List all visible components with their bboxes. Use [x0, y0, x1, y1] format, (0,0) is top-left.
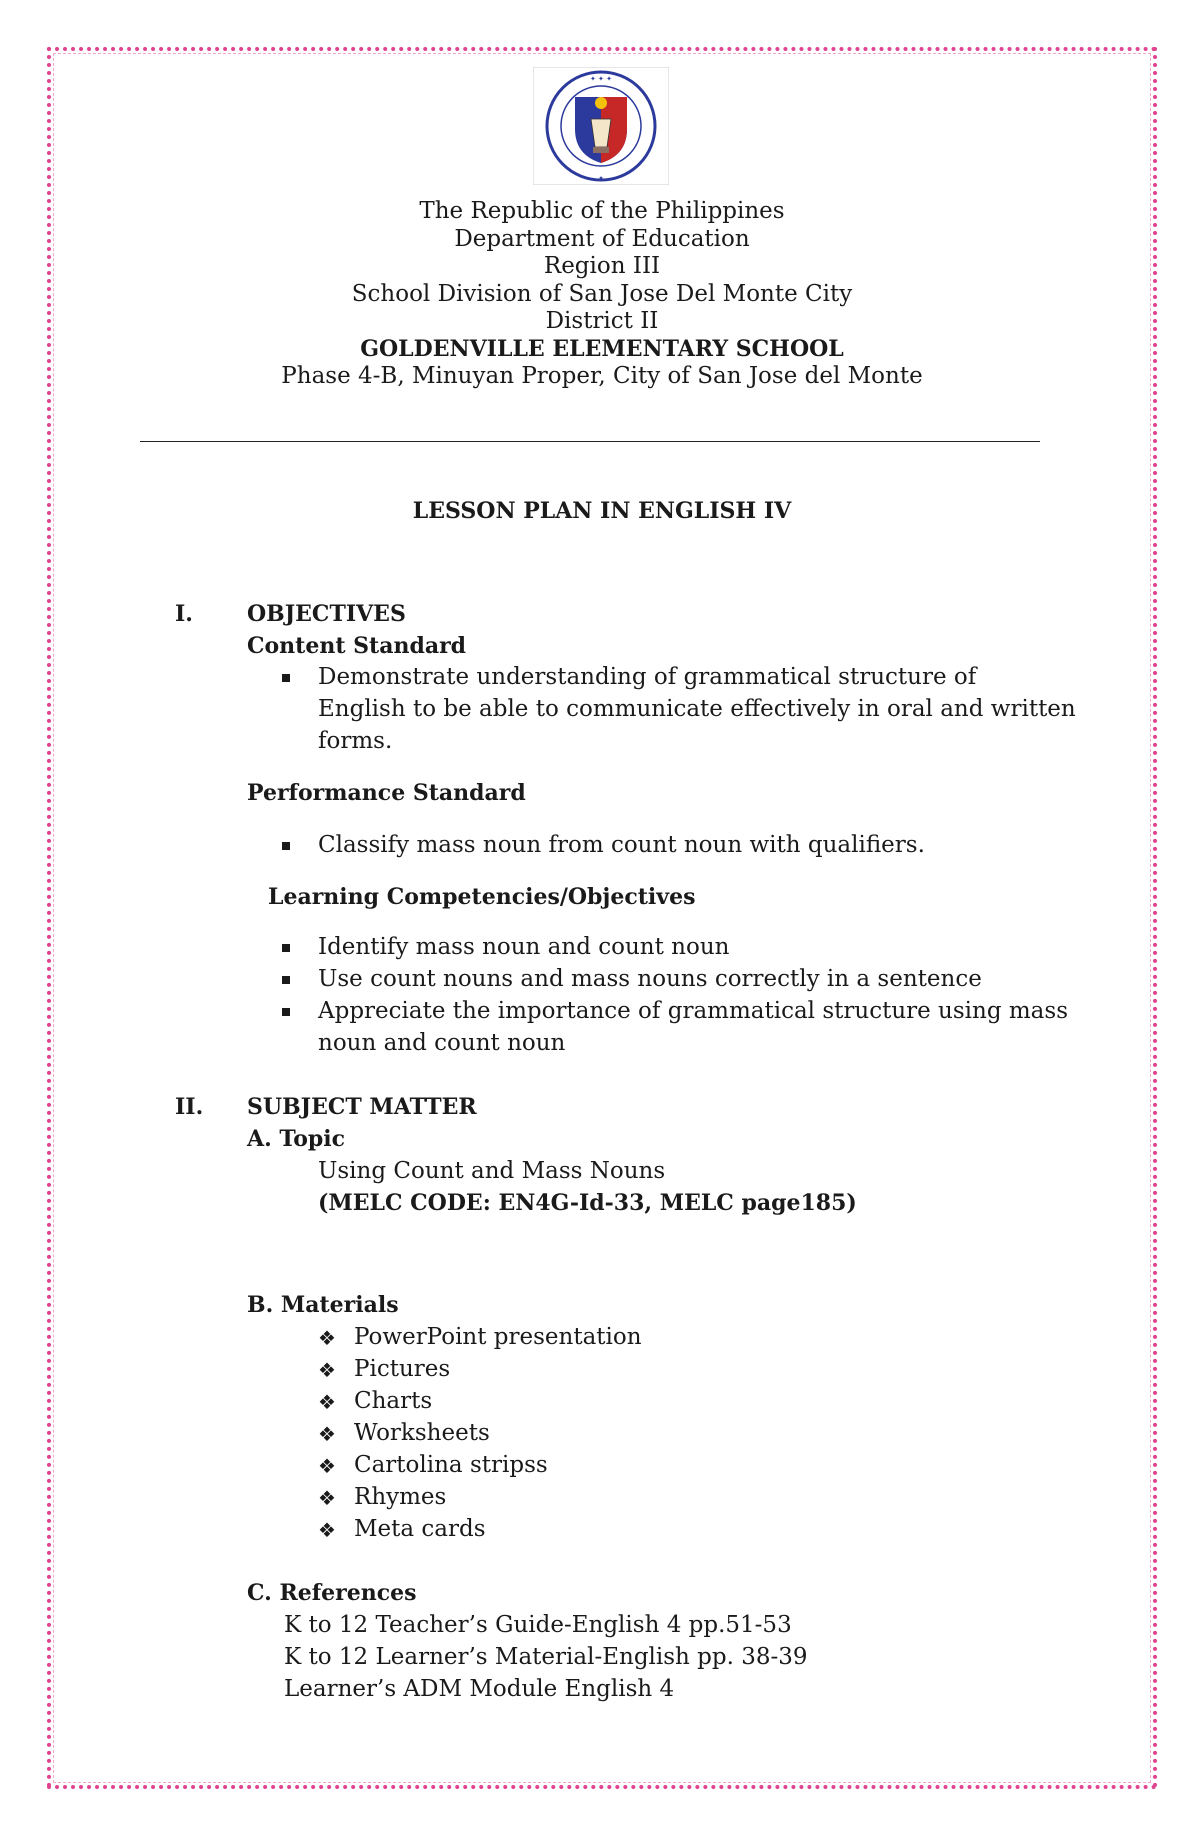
header-divider: [140, 441, 1040, 442]
school-name: GOLDENVILLE ELEMENTARY SCHOOL: [360, 335, 844, 362]
objectives-heading: OBJECTIVES: [247, 601, 406, 627]
diamond-bullet-icon: ❖: [318, 1518, 336, 1542]
competencies-heading: Learning Competencies/Objectives: [268, 884, 696, 910]
performance-standard-item: Classify mass noun from count noun with qualifiers.: [318, 832, 925, 858]
diamond-bullet-icon: ❖: [318, 1358, 336, 1382]
document-title: LESSON PLAN IN ENGLISH IV: [412, 498, 792, 524]
diamond-bullet-icon: ❖: [318, 1454, 336, 1478]
letterhead: [0, 198, 1200, 391]
diamond-bullet-icon: ❖: [318, 1422, 336, 1446]
material-item: PowerPoint presentation: [354, 1324, 642, 1350]
district-line: District II: [545, 308, 659, 334]
reference-item: Learner’s ADM Module English 4: [284, 1676, 675, 1702]
content-standard-heading: Content Standard: [247, 633, 467, 659]
republic-line: The Republic of the Philippines: [419, 198, 785, 224]
diamond-bullet-icon: ❖: [318, 1390, 336, 1414]
deped-seal-logo: [533, 67, 669, 185]
content-standard-line: forms.: [318, 728, 393, 754]
subject-matter-heading: SUBJECT MATTER: [247, 1094, 477, 1120]
material-item: Meta cards: [354, 1516, 486, 1542]
material-item: Charts: [354, 1388, 433, 1414]
topic-heading: A. Topic: [247, 1126, 346, 1152]
square-bullet-icon: [282, 1008, 290, 1016]
section-numeral-2: II.: [175, 1094, 204, 1120]
material-item: Rhymes: [354, 1484, 447, 1510]
references-heading: C. References: [247, 1580, 417, 1606]
content-standard-line: Demonstrate understanding of grammatical structure of: [318, 664, 977, 690]
material-item: Pictures: [354, 1356, 451, 1382]
competency-item: Appreciate the importance of grammatical structure using mass: [318, 998, 1069, 1024]
content-standard-line: English to be able to communicate effectively in oral and written: [318, 696, 1076, 722]
division-line: School Division of San Jose Del Monte City: [351, 280, 853, 307]
department-line: Department of Education: [454, 225, 750, 252]
svg-text:✦ ✦ ✦: ✦ ✦ ✦: [589, 75, 613, 83]
svg-text:✦: ✦: [598, 175, 604, 182]
square-bullet-icon: [282, 944, 290, 952]
topic-text: Using Count and Mass Nouns: [318, 1158, 666, 1184]
competency-item: Identify mass noun and count noun: [318, 934, 730, 960]
performance-standard-heading: Performance Standard: [247, 780, 526, 806]
reference-item: K to 12 Learner’s Material-English pp. 38-39: [284, 1644, 808, 1670]
section-numeral-1: I.: [175, 601, 193, 627]
competency-item: Use count nouns and mass nouns correctly in a sentence: [318, 966, 982, 992]
diamond-bullet-icon: ❖: [318, 1326, 336, 1350]
square-bullet-icon: [282, 674, 290, 682]
square-bullet-icon: [282, 976, 290, 984]
melc-code: (MELC CODE: EN4G-Id-33, MELC page185): [318, 1190, 857, 1216]
material-item: Worksheets: [354, 1420, 490, 1446]
diamond-bullet-icon: ❖: [318, 1486, 336, 1510]
square-bullet-icon: [282, 842, 290, 850]
competency-item-continued: noun and count noun: [318, 1030, 566, 1056]
region-line: Region III: [543, 253, 661, 279]
material-item: Cartolina stripss: [354, 1452, 548, 1478]
reference-item: K to 12 Teacher’s Guide-English 4 pp.51-53: [284, 1612, 792, 1638]
materials-heading: B. Materials: [247, 1292, 399, 1318]
school-address: Phase 4-B, Minuyan Proper, City of San Jose del Monte: [281, 363, 923, 389]
